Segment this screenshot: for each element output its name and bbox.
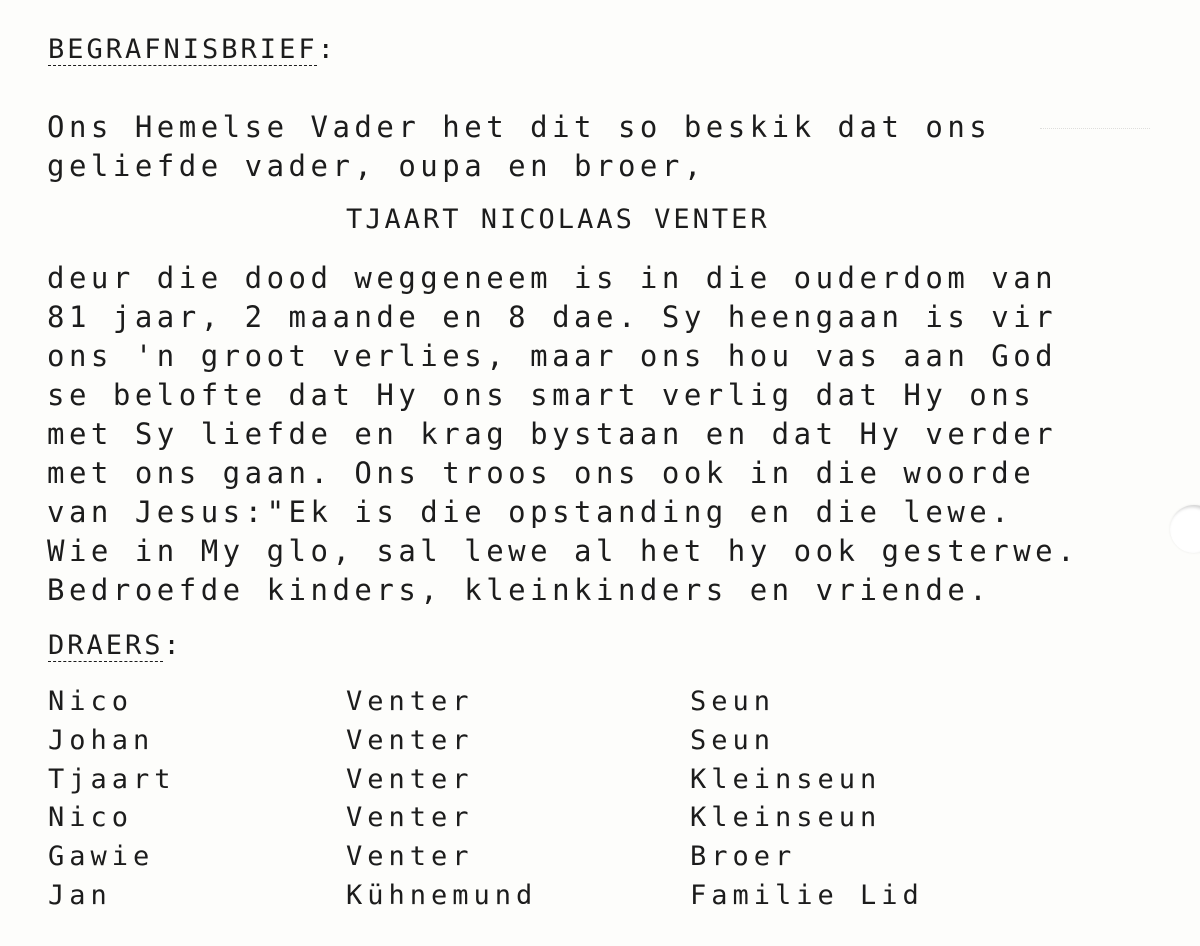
bearer-first-name: Nico xyxy=(48,802,134,834)
bearer-first-name: Gawie xyxy=(48,841,155,873)
bearer-first-name: Nico xyxy=(48,686,134,717)
bearer-relation: Kleinseun xyxy=(690,763,882,795)
intro-line: geliefde vader, oupa en broer, xyxy=(47,149,706,183)
deceased-name: TJAART NICOLAAS VENTER xyxy=(346,204,770,235)
body-line: van Jesus:"Ek is die opstanding en die lewe. xyxy=(47,495,1014,529)
body-line: met ons gaan. Ons troos ons ook in die woorde xyxy=(47,456,1036,490)
bearer-relation: Seun xyxy=(690,686,776,717)
bearer-surname: Venter xyxy=(346,763,474,795)
bearer-relation: Familie Lid xyxy=(690,879,924,911)
body-line: 81 jaar, 2 maande en 8 dae. Sy heengaan is vir xyxy=(47,300,1058,334)
bearer-relation: Broer xyxy=(690,841,797,873)
bearer-surname: Kühnemund xyxy=(346,879,538,911)
body-line: se belofte dat Hy ons smart verlig dat Hy ons xyxy=(47,378,1036,412)
bearers-heading xyxy=(48,630,183,661)
heading-colon: : xyxy=(317,34,337,65)
bearer-relation: Kleinseun xyxy=(690,802,882,834)
bearer-surname: Venter xyxy=(346,802,474,834)
paper-smudge xyxy=(1040,128,1150,135)
body-paragraph xyxy=(47,259,1079,610)
body-line: deur die dood weggeneem is in die ouderdom van xyxy=(47,261,1058,295)
body-line: ons 'n groot verlies, maar ons hou vas aan God xyxy=(47,339,1058,373)
bearer-relation: Seun xyxy=(690,724,776,756)
bearer-first-name: Jan xyxy=(48,879,112,911)
intro-line: Ons Hemelse Vader het dit so beskik dat ons xyxy=(47,110,992,144)
bearer-surname: Venter xyxy=(346,724,474,756)
closing-line: Bedroefde kinders, kleinkinders en vriende. xyxy=(47,573,992,607)
bearer-first-name: Tjaart xyxy=(48,763,176,795)
document-heading xyxy=(48,34,337,65)
bearers-heading-title: DRAERS xyxy=(48,630,164,661)
punch-hole xyxy=(1170,505,1200,553)
heading-title: BEGRAFNISBRIEF xyxy=(48,34,318,65)
body-line: Wie in My glo, sal lewe al het hy ook gesterwe. xyxy=(47,534,1080,568)
bearers-heading-colon: : xyxy=(163,630,183,661)
intro-paragraph xyxy=(47,108,991,186)
bearer-surname: Venter xyxy=(346,686,474,717)
body-line: met Sy liefde en krag bystaan en dat Hy verder xyxy=(47,417,1058,451)
bearer-surname: Venter xyxy=(346,841,474,873)
bearer-first-name: Johan xyxy=(48,724,155,756)
